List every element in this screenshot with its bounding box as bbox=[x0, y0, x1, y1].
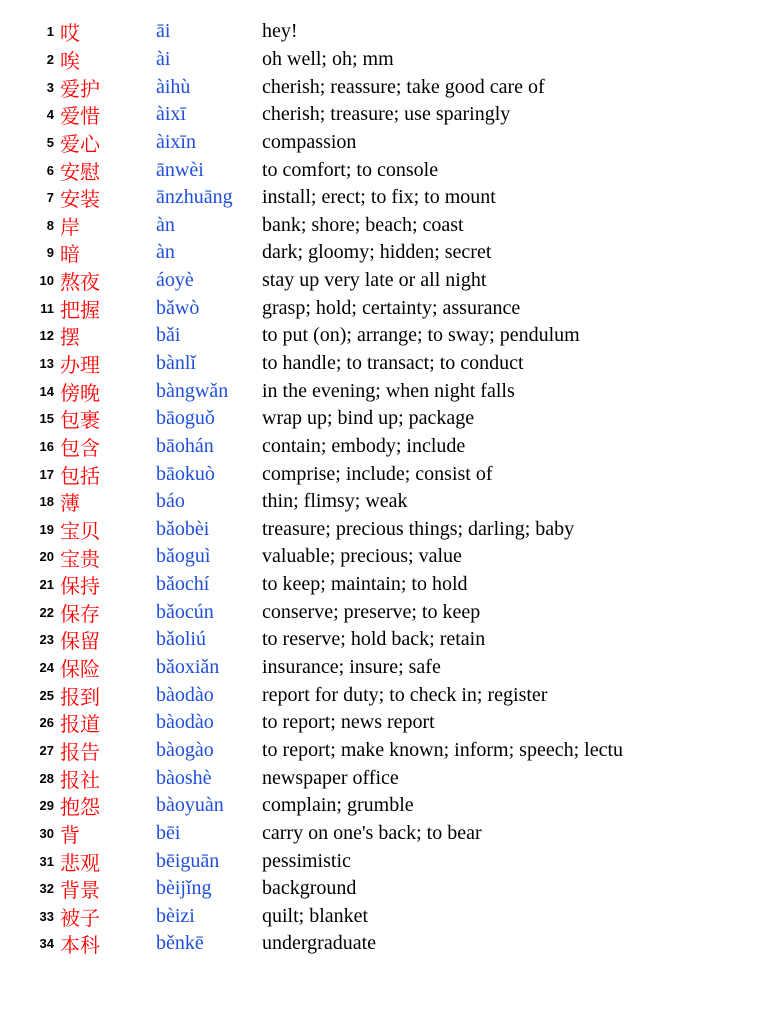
entry-number: 7 bbox=[46, 190, 54, 206]
entry-meaning: compassion bbox=[262, 130, 357, 153]
entry-number: 31 bbox=[39, 853, 54, 869]
entry-meaning: install; erect; to fix; to mount bbox=[262, 186, 496, 209]
entry-meaning: undergraduate bbox=[262, 932, 377, 955]
vocab-row bbox=[0, 709, 698, 737]
entry-pinyin: áoyè bbox=[156, 269, 194, 292]
entry-number: 8 bbox=[46, 217, 54, 233]
entry-meaning: valuable; precious; value bbox=[262, 545, 462, 568]
vocab-row bbox=[0, 460, 698, 488]
entry-hanzi: 爱惜 bbox=[60, 104, 100, 129]
vocab-row bbox=[0, 156, 698, 184]
entry-pinyin: bèijǐng bbox=[156, 877, 212, 900]
entry-pinyin: bàoyuàn bbox=[156, 794, 224, 817]
entry-meaning: report for duty; to check in; register bbox=[262, 683, 548, 706]
entry-number: 30 bbox=[39, 825, 54, 841]
entry-meaning: to handle; to transact; to conduct bbox=[262, 352, 524, 374]
vocab-row bbox=[0, 792, 698, 820]
entry-meaning: contain; embody; include bbox=[262, 434, 466, 457]
entry-pinyin: bàogào bbox=[156, 738, 214, 761]
entry-number: 34 bbox=[39, 936, 54, 952]
entry-hanzi: 报到 bbox=[60, 684, 100, 709]
entry-pinyin: ài bbox=[156, 47, 171, 70]
entry-meaning: quilt; blanket bbox=[262, 904, 369, 927]
entry-pinyin: báo bbox=[156, 490, 185, 513]
entry-pinyin: àn bbox=[156, 213, 175, 236]
entry-hanzi: 背景 bbox=[60, 878, 100, 903]
entry-hanzi: 包裹 bbox=[60, 408, 100, 433]
entry-hanzi: 保险 bbox=[60, 657, 100, 682]
vocab-row bbox=[0, 875, 698, 903]
entry-hanzi: 抱怨 bbox=[60, 795, 100, 820]
vocab-row bbox=[0, 18, 698, 46]
entry-pinyin: àixī bbox=[156, 103, 186, 126]
entry-hanzi: 办理 bbox=[60, 353, 100, 378]
entry-number: 12 bbox=[39, 328, 54, 344]
vocab-row bbox=[0, 405, 698, 433]
vocab-row bbox=[0, 488, 698, 516]
entry-hanzi: 傍晚 bbox=[60, 380, 100, 405]
entry-pinyin: bāohán bbox=[156, 434, 214, 457]
entry-pinyin: bàodào bbox=[156, 683, 214, 706]
entry-hanzi: 安慰 bbox=[60, 159, 100, 184]
entry-number: 28 bbox=[39, 770, 54, 786]
vocab-row bbox=[0, 543, 698, 571]
vocab-row bbox=[0, 764, 698, 792]
entry-pinyin: bǎoguì bbox=[156, 545, 211, 568]
entry-number: 4 bbox=[46, 107, 54, 123]
entry-number: 21 bbox=[39, 577, 54, 593]
vocab-row bbox=[0, 377, 698, 405]
entry-hanzi: 报社 bbox=[60, 767, 100, 792]
vocab-row bbox=[0, 654, 698, 682]
vocab-row bbox=[0, 294, 698, 322]
entry-pinyin: bèizi bbox=[156, 904, 195, 927]
vocab-row bbox=[0, 598, 698, 626]
entry-pinyin: bǎochí bbox=[156, 573, 210, 596]
entry-hanzi: 宝贵 bbox=[60, 546, 100, 571]
entry-number: 11 bbox=[40, 300, 54, 316]
entry-number: 32 bbox=[39, 881, 54, 897]
entry-pinyin: bāokuò bbox=[156, 462, 215, 485]
entry-meaning: hey! bbox=[262, 20, 298, 43]
entry-number: 19 bbox=[39, 521, 54, 537]
entry-number: 15 bbox=[39, 411, 54, 427]
entry-number: 13 bbox=[39, 356, 54, 371]
entry-hanzi: 保留 bbox=[60, 629, 100, 654]
vocab-row bbox=[0, 211, 698, 239]
entry-pinyin: bàodào bbox=[156, 711, 214, 734]
entry-number: 22 bbox=[39, 604, 54, 620]
entry-hanzi: 暗 bbox=[60, 242, 80, 267]
entry-meaning: thin; flimsy; weak bbox=[262, 490, 408, 513]
entry-hanzi: 岸 bbox=[60, 214, 80, 239]
entry-number: 1 bbox=[46, 24, 54, 40]
entry-hanzi: 保持 bbox=[60, 574, 100, 599]
entry-pinyin: bǎocún bbox=[156, 600, 214, 623]
entry-meaning: cherish; treasure; use sparingly bbox=[262, 103, 511, 126]
entry-meaning: comprise; include; consist of bbox=[262, 462, 493, 485]
entry-number: 3 bbox=[46, 79, 54, 95]
entry-number: 10 bbox=[39, 273, 54, 289]
entry-pinyin: bǎobèi bbox=[156, 517, 210, 540]
entry-number: 29 bbox=[39, 798, 54, 814]
entry-hanzi: 熬夜 bbox=[60, 270, 100, 295]
entry-hanzi: 悲观 bbox=[60, 850, 100, 875]
entry-meaning: dark; gloomy; hidden; secret bbox=[262, 241, 492, 264]
entry-number: 16 bbox=[39, 438, 54, 454]
entry-number: 17 bbox=[39, 466, 54, 482]
vocab-row bbox=[0, 73, 698, 101]
entry-meaning: conserve; preserve; to keep bbox=[262, 600, 481, 623]
vocabulary-list bbox=[0, 18, 698, 958]
entry-pinyin: àn bbox=[156, 241, 175, 264]
entry-number: 2 bbox=[46, 51, 54, 67]
vocab-row bbox=[0, 239, 698, 267]
entry-meaning: bank; shore; beach; coast bbox=[262, 213, 464, 236]
entry-pinyin: àihù bbox=[156, 75, 191, 98]
vocab-row bbox=[0, 433, 698, 461]
entry-meaning: newspaper office bbox=[262, 766, 399, 789]
vocab-row bbox=[0, 322, 698, 350]
entry-pinyin: bànlǐ bbox=[156, 352, 196, 374]
entry-meaning: background bbox=[262, 877, 357, 900]
entry-number: 9 bbox=[46, 245, 54, 261]
entry-pinyin: bēi bbox=[156, 821, 181, 844]
entry-hanzi: 把握 bbox=[60, 297, 100, 322]
entry-meaning: treasure; precious things; darling; baby bbox=[262, 517, 575, 540]
entry-meaning: to report; make known; inform; speech; lectu bbox=[262, 738, 624, 761]
entry-hanzi: 背 bbox=[60, 822, 80, 847]
entry-meaning: grasp; hold; certainty; assurance bbox=[262, 296, 521, 319]
vocab-row bbox=[0, 681, 698, 709]
entry-hanzi: 报告 bbox=[60, 739, 100, 764]
entry-meaning: wrap up; bind up; package bbox=[262, 407, 475, 430]
vocab-row bbox=[0, 737, 698, 765]
entry-hanzi: 报道 bbox=[60, 712, 100, 737]
vocab-row bbox=[0, 930, 698, 958]
entry-number: 14 bbox=[39, 383, 54, 399]
entry-hanzi: 本科 bbox=[60, 933, 100, 958]
entry-hanzi: 包含 bbox=[60, 435, 100, 460]
entry-number: 23 bbox=[39, 632, 54, 648]
entry-meaning: oh well; oh; mm bbox=[262, 47, 394, 70]
entry-hanzi: 唉 bbox=[60, 48, 80, 73]
vocab-row bbox=[0, 903, 698, 931]
entry-number: 5 bbox=[46, 134, 54, 150]
entry-meaning: to keep; maintain; to hold bbox=[262, 573, 468, 596]
entry-hanzi: 摆 bbox=[60, 325, 80, 350]
vocab-row bbox=[0, 820, 698, 848]
entry-meaning: cherish; reassure; take good care of bbox=[262, 75, 545, 98]
entry-pinyin: běnkē bbox=[156, 932, 204, 955]
entry-hanzi: 安装 bbox=[60, 187, 100, 212]
entry-pinyin: bǎoxiǎn bbox=[156, 656, 220, 679]
entry-number: 20 bbox=[39, 549, 54, 565]
entry-hanzi: 爱心 bbox=[60, 131, 100, 156]
entry-meaning: in the evening; when night falls bbox=[262, 379, 515, 402]
vocab-row bbox=[0, 46, 698, 74]
entry-pinyin: bāoguǒ bbox=[156, 407, 215, 430]
vocab-row bbox=[0, 350, 698, 378]
entry-pinyin: ānzhuāng bbox=[156, 186, 233, 209]
entry-pinyin: bǎoliú bbox=[156, 628, 206, 651]
entry-hanzi: 包括 bbox=[60, 463, 100, 488]
entry-pinyin: bàngwǎn bbox=[156, 379, 229, 402]
entry-hanzi: 被子 bbox=[60, 905, 100, 930]
vocab-row bbox=[0, 571, 698, 599]
entry-meaning: stay up very late or all night bbox=[262, 269, 487, 292]
entry-hanzi: 哎 bbox=[60, 21, 80, 46]
entry-pinyin: àixīn bbox=[156, 130, 196, 153]
entry-pinyin: bàoshè bbox=[156, 766, 212, 789]
entry-hanzi: 宝贝 bbox=[60, 518, 100, 543]
entry-number: 33 bbox=[39, 908, 54, 924]
entry-meaning: complain; grumble bbox=[262, 794, 414, 817]
entry-pinyin: āi bbox=[156, 20, 171, 43]
entry-number: 27 bbox=[39, 742, 54, 758]
vocab-row bbox=[0, 101, 698, 129]
entry-number: 25 bbox=[39, 687, 54, 703]
vocab-row bbox=[0, 847, 698, 875]
entry-meaning: to reserve; hold back; retain bbox=[262, 628, 486, 651]
entry-meaning: to put (on); arrange; to sway; pendulum bbox=[262, 324, 580, 347]
entry-hanzi: 保存 bbox=[60, 601, 100, 626]
entry-number: 24 bbox=[39, 660, 54, 676]
entry-meaning: carry on one's back; to bear bbox=[262, 821, 482, 844]
entry-hanzi: 爱护 bbox=[60, 76, 100, 101]
vocab-row bbox=[0, 516, 698, 544]
entry-meaning: to comfort; to console bbox=[262, 158, 439, 181]
entry-number: 6 bbox=[46, 162, 54, 178]
entry-pinyin: bǎwò bbox=[156, 296, 200, 319]
entry-number: 18 bbox=[39, 494, 54, 510]
entry-meaning: insurance; insure; safe bbox=[262, 656, 441, 679]
vocab-row bbox=[0, 129, 698, 157]
entry-pinyin: bēiguān bbox=[156, 849, 220, 872]
entry-pinyin: bǎi bbox=[156, 324, 181, 347]
entry-hanzi: 薄 bbox=[60, 491, 80, 516]
entry-meaning: to report; news report bbox=[262, 711, 435, 734]
entry-meaning: pessimistic bbox=[262, 849, 351, 872]
vocab-row bbox=[0, 184, 698, 212]
entry-pinyin: ānwèi bbox=[156, 158, 204, 181]
vocab-row bbox=[0, 267, 698, 295]
vocab-row bbox=[0, 626, 698, 654]
entry-number: 26 bbox=[39, 715, 54, 731]
